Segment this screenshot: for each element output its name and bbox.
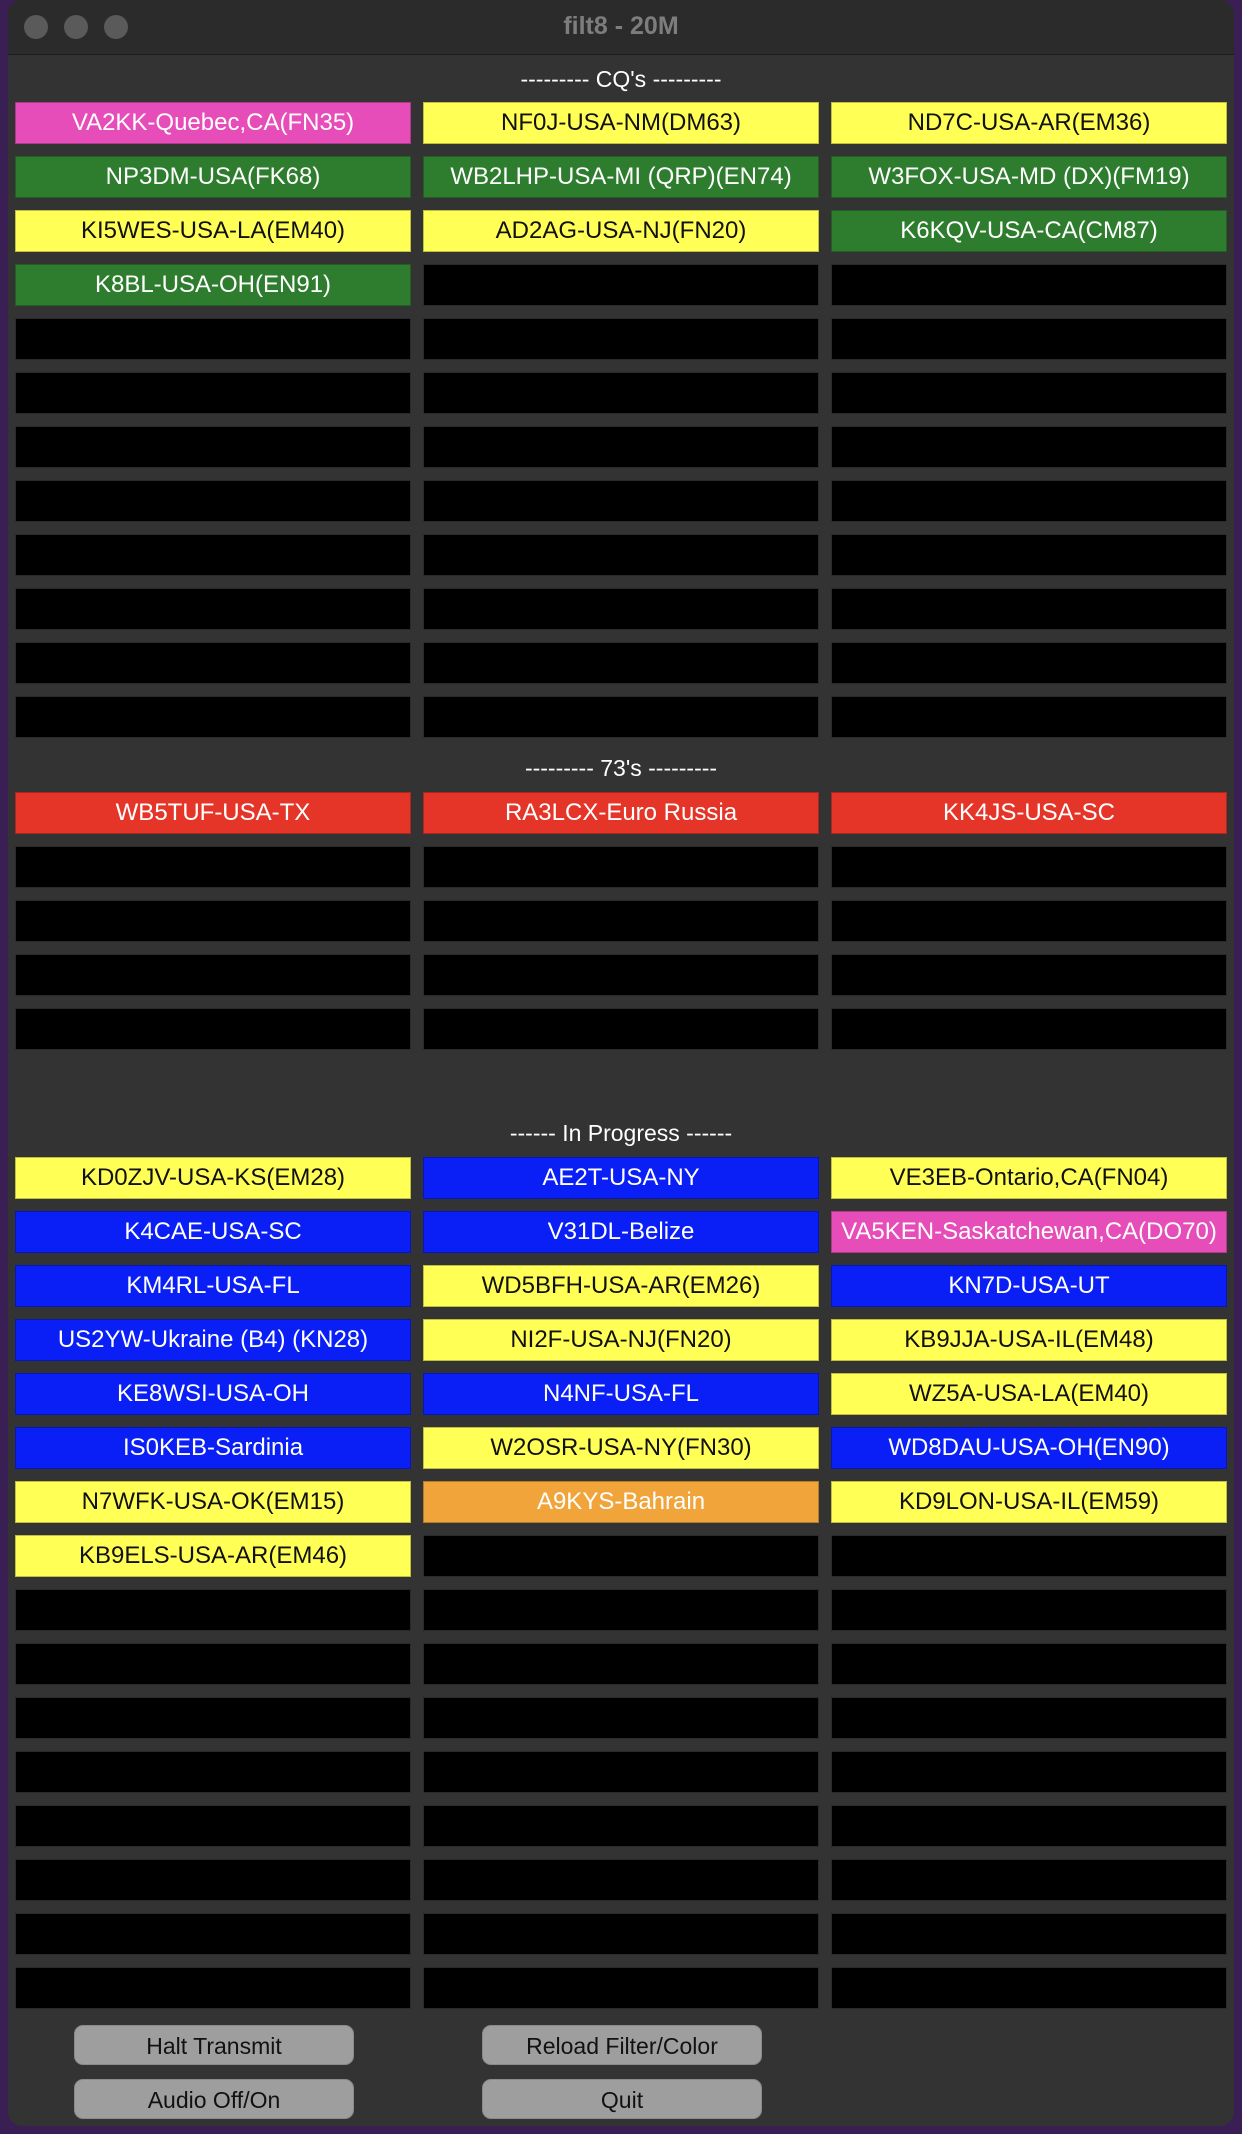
empty-station-cell[interactable] bbox=[15, 1751, 411, 1793]
empty-station-cell[interactable] bbox=[423, 1589, 819, 1631]
station-cell[interactable]: RA3LCX-Euro Russia bbox=[423, 792, 819, 834]
empty-station-cell[interactable] bbox=[423, 480, 819, 522]
empty-station-cell[interactable] bbox=[423, 642, 819, 684]
empty-station-cell[interactable] bbox=[831, 372, 1227, 414]
station-cell[interactable]: VE3EB-Ontario,CA(FN04) bbox=[831, 1157, 1227, 1199]
station-cell[interactable]: NI2F-USA-NJ(FN20) bbox=[423, 1319, 819, 1361]
station-cell[interactable]: W3FOX-USA-MD (DX)(FM19) bbox=[831, 156, 1227, 198]
empty-station-cell[interactable] bbox=[831, 1535, 1227, 1577]
empty-station-cell[interactable] bbox=[423, 1643, 819, 1685]
station-cell[interactable]: ND7C-USA-AR(EM36) bbox=[831, 102, 1227, 144]
empty-station-cell[interactable] bbox=[15, 954, 411, 996]
station-cell[interactable]: NP3DM-USA(FK68) bbox=[15, 156, 411, 198]
empty-station-cell[interactable] bbox=[423, 588, 819, 630]
empty-station-cell[interactable] bbox=[15, 696, 411, 738]
cqs-header: --------- CQ's --------- bbox=[520, 66, 722, 92]
halt-transmit-button[interactable]: Halt Transmit bbox=[74, 2025, 354, 2065]
app-window bbox=[8, 0, 1234, 2126]
empty-station-cell[interactable] bbox=[831, 696, 1227, 738]
empty-station-cell[interactable] bbox=[831, 318, 1227, 360]
empty-station-cell[interactable] bbox=[423, 1913, 819, 1955]
empty-station-cell[interactable] bbox=[15, 534, 411, 576]
title-bar bbox=[8, 0, 1234, 55]
station-cell[interactable]: V31DL-Belize bbox=[423, 1211, 819, 1253]
station-cell[interactable]: AE2T-USA-NY bbox=[423, 1157, 819, 1199]
empty-station-cell[interactable] bbox=[423, 846, 819, 888]
empty-station-cell[interactable] bbox=[15, 318, 411, 360]
empty-station-cell[interactable] bbox=[423, 1697, 819, 1739]
empty-station-cell[interactable] bbox=[831, 954, 1227, 996]
empty-station-cell[interactable] bbox=[15, 1589, 411, 1631]
empty-station-cell[interactable] bbox=[15, 642, 411, 684]
station-cell[interactable]: W2OSR-USA-NY(FN30) bbox=[423, 1427, 819, 1469]
station-cell[interactable]: KE8WSI-USA-OH bbox=[15, 1373, 411, 1415]
empty-station-cell[interactable] bbox=[423, 900, 819, 942]
station-cell[interactable]: KI5WES-USA-LA(EM40) bbox=[15, 210, 411, 252]
empty-station-cell[interactable] bbox=[423, 264, 819, 306]
empty-station-cell[interactable] bbox=[15, 900, 411, 942]
empty-station-cell[interactable] bbox=[831, 846, 1227, 888]
station-cell[interactable]: K6KQV-USA-CA(CM87) bbox=[831, 210, 1227, 252]
empty-station-cell[interactable] bbox=[15, 1697, 411, 1739]
station-cell[interactable]: A9KYS-Bahrain bbox=[423, 1481, 819, 1523]
station-cell[interactable]: KM4RL-USA-FL bbox=[15, 1265, 411, 1307]
empty-station-cell[interactable] bbox=[423, 1967, 819, 2009]
empty-station-cell[interactable] bbox=[423, 696, 819, 738]
empty-station-cell[interactable] bbox=[831, 1589, 1227, 1631]
empty-station-cell[interactable] bbox=[831, 534, 1227, 576]
empty-station-cell[interactable] bbox=[15, 1913, 411, 1955]
station-cell[interactable]: US2YW-Ukraine (B4) (KN28) bbox=[15, 1319, 411, 1361]
station-cell[interactable]: VA2KK-Quebec,CA(FN35) bbox=[15, 102, 411, 144]
empty-station-cell[interactable] bbox=[423, 372, 819, 414]
station-cell[interactable]: WD5BFH-USA-AR(EM26) bbox=[423, 1265, 819, 1307]
station-cell[interactable]: N7WFK-USA-OK(EM15) bbox=[15, 1481, 411, 1523]
station-cell[interactable]: N4NF-USA-FL bbox=[423, 1373, 819, 1415]
empty-station-cell[interactable] bbox=[831, 642, 1227, 684]
empty-station-cell[interactable] bbox=[831, 588, 1227, 630]
empty-station-cell[interactable] bbox=[15, 1008, 411, 1050]
station-cell[interactable]: KN7D-USA-UT bbox=[831, 1265, 1227, 1307]
station-cell[interactable]: K4CAE-USA-SC bbox=[15, 1211, 411, 1253]
empty-station-cell[interactable] bbox=[831, 480, 1227, 522]
empty-station-cell[interactable] bbox=[831, 1697, 1227, 1739]
station-cell[interactable]: WB5TUF-USA-TX bbox=[15, 792, 411, 834]
station-cell[interactable]: KD9LON-USA-IL(EM59) bbox=[831, 1481, 1227, 1523]
empty-station-cell[interactable] bbox=[15, 1643, 411, 1685]
empty-station-cell[interactable] bbox=[15, 372, 411, 414]
station-cell[interactable]: IS0KEB-Sardinia bbox=[15, 1427, 411, 1469]
empty-station-cell[interactable] bbox=[831, 426, 1227, 468]
empty-station-cell[interactable] bbox=[831, 900, 1227, 942]
station-cell[interactable]: NF0J-USA-NM(DM63) bbox=[423, 102, 819, 144]
empty-station-cell[interactable] bbox=[15, 426, 411, 468]
empty-station-cell[interactable] bbox=[831, 1967, 1227, 2009]
audio-toggle-button[interactable]: Audio Off/On bbox=[74, 2079, 354, 2119]
empty-station-cell[interactable] bbox=[423, 534, 819, 576]
empty-station-cell[interactable] bbox=[423, 1751, 819, 1793]
station-cell[interactable]: K8BL-USA-OH(EN91) bbox=[15, 264, 411, 306]
empty-station-cell[interactable] bbox=[831, 1751, 1227, 1793]
quit-button[interactable]: Quit bbox=[482, 2079, 762, 2119]
station-cell[interactable]: KK4JS-USA-SC bbox=[831, 792, 1227, 834]
empty-station-cell[interactable] bbox=[831, 264, 1227, 306]
empty-station-cell[interactable] bbox=[15, 846, 411, 888]
empty-station-cell[interactable] bbox=[15, 480, 411, 522]
station-cell[interactable]: KB9ELS-USA-AR(EM46) bbox=[15, 1535, 411, 1577]
empty-station-cell[interactable] bbox=[831, 1643, 1227, 1685]
empty-station-cell[interactable] bbox=[423, 318, 819, 360]
empty-station-cell[interactable] bbox=[15, 1859, 411, 1901]
empty-station-cell[interactable] bbox=[831, 1859, 1227, 1901]
inprogress-header: ------ In Progress ------ bbox=[509, 1120, 733, 1146]
station-cell[interactable]: VA5KEN-Saskatchewan,CA(DO70) bbox=[831, 1211, 1227, 1253]
empty-station-cell[interactable] bbox=[423, 1008, 819, 1050]
empty-station-cell[interactable] bbox=[423, 1859, 819, 1901]
empty-station-cell[interactable] bbox=[831, 1008, 1227, 1050]
empty-station-cell[interactable] bbox=[15, 588, 411, 630]
reload-filter-color-button[interactable]: Reload Filter/Color bbox=[482, 2025, 762, 2065]
station-cell[interactable]: KB9JJA-USA-IL(EM48) bbox=[831, 1319, 1227, 1361]
station-cell[interactable]: WB2LHP-USA-MI (QRP)(EN74) bbox=[423, 156, 819, 198]
empty-station-cell[interactable] bbox=[423, 426, 819, 468]
station-cell[interactable]: AD2AG-USA-NJ(FN20) bbox=[423, 210, 819, 252]
empty-station-cell[interactable] bbox=[423, 1535, 819, 1577]
station-cell[interactable]: WD8DAU-USA-OH(EN90) bbox=[831, 1427, 1227, 1469]
empty-station-cell[interactable] bbox=[831, 1913, 1227, 1955]
empty-station-cell[interactable] bbox=[15, 1967, 411, 2009]
empty-station-cell[interactable] bbox=[423, 954, 819, 996]
seventythrees-header: --------- 73's --------- bbox=[524, 755, 718, 781]
station-cell[interactable]: WZ5A-USA-LA(EM40) bbox=[831, 1373, 1227, 1415]
empty-station-cell[interactable] bbox=[15, 1805, 411, 1847]
window-title: filt8 - 20M bbox=[563, 12, 679, 40]
empty-station-cell[interactable] bbox=[423, 1805, 819, 1847]
station-cell[interactable]: KD0ZJV-USA-KS(EM28) bbox=[15, 1157, 411, 1199]
empty-station-cell[interactable] bbox=[831, 1805, 1227, 1847]
